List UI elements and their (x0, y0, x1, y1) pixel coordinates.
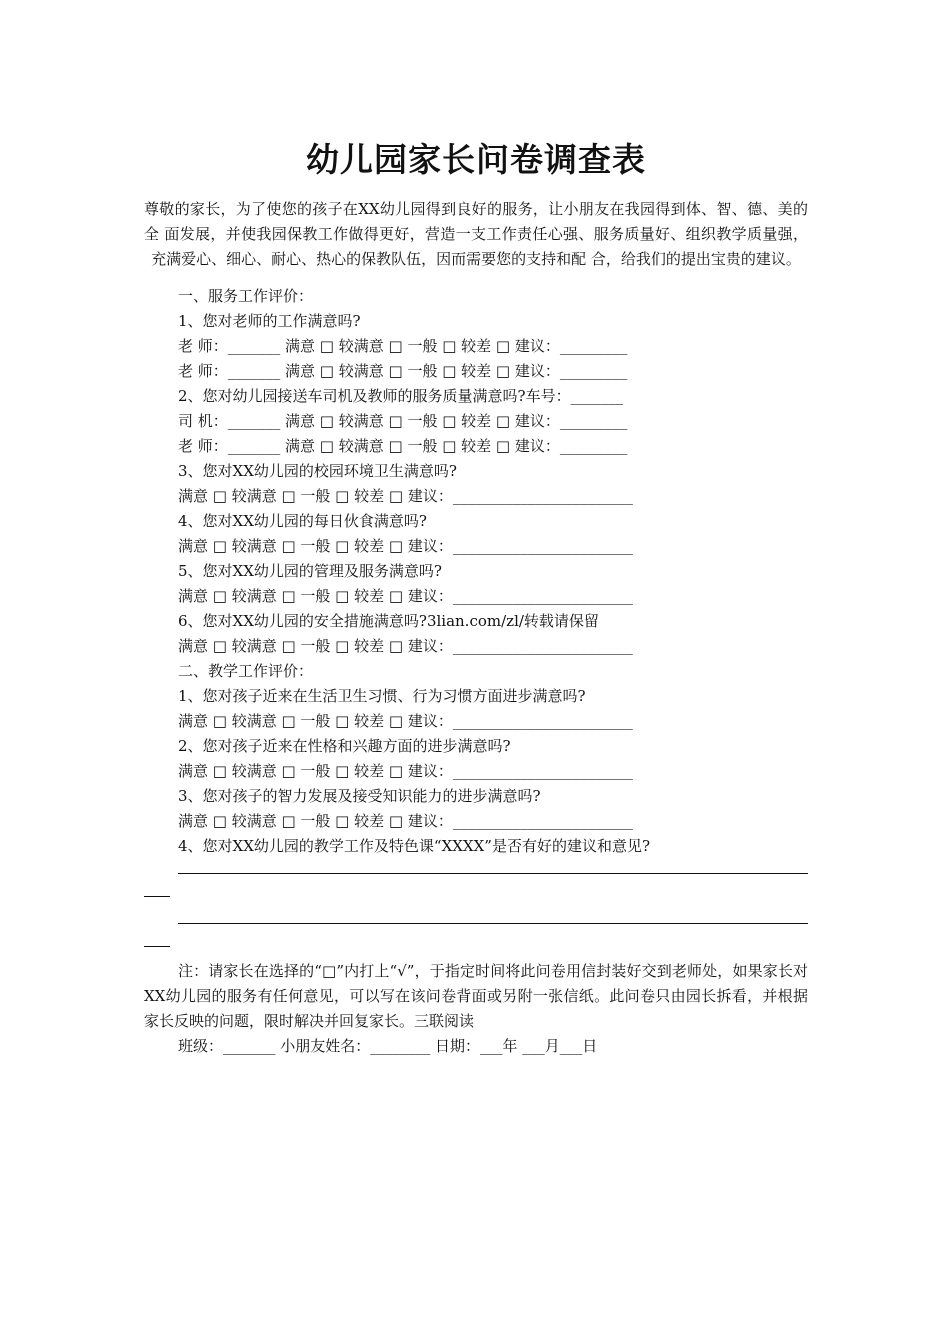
rating-row: 满意 □ 较满意 □ 一般 □ 较差 □ 建议：________________________ (178, 762, 633, 780)
question-text: 2、您对孩子近来在性格和兴趣方面的进步满意吗? (178, 737, 511, 755)
question-text: 4、您对XX幼儿园的教学工作及特色课“XXXX”是否有好的建议和意见? (178, 837, 650, 855)
section-heading-teaching: 二、教学工作评价： (178, 662, 314, 680)
rating-row: 满意 □ 较满意 □ 一般 □ 较差 □ 建议：________________________ (178, 637, 633, 655)
rating-row: 满意 □ 较满意 □ 一般 □ 较差 □ 建议：________________________ (178, 537, 633, 555)
question-text: 6、您对XX幼儿园的安全措施满意吗?3lian.com/zl/转载请保留 (178, 612, 599, 630)
rating-row: 满意 □ 较满意 □ 一般 □ 较差 □ 建议：________________________ (178, 487, 633, 505)
rating-row: 满意 □ 较满意 □ 一般 □ 较差 □ 建议：________________________ (178, 712, 633, 730)
note-paragraph: 注：请家长在选择的“□”内打上“√”，于指定时间将此问卷用信封装好交到老师处，如果家长对XX幼儿园的服务有任何意见，可以写在该问卷背面或另附一张信纸。此问卷只由园长拆看，并根据家长反映的问题，限时解决并回复家长。三联阅读 (144, 962, 808, 1030)
answer-line-tail (144, 884, 808, 909)
rating-row: 满意 □ 较满意 □ 一般 □ 较差 □ 建议：________________________ (178, 587, 633, 605)
page-title: 幼儿园家长问卷调查表 (306, 140, 646, 179)
rating-row: 老 师：_______ 满意 □ 较满意 □ 一般 □ 较差 □ 建议：_________ (178, 362, 628, 380)
section-heading-service: 一、服务工作评价： (178, 287, 314, 305)
question-text: 1、您对老师的工作满意吗? (178, 312, 361, 330)
answer-line (144, 909, 808, 934)
question-text: 4、您对XX幼儿园的每日伙食满意吗? (178, 512, 427, 530)
answer-line (144, 859, 808, 884)
question-text: 2、您对幼儿园接送车司机及教师的服务质量满意吗?车号：_______ (178, 387, 624, 405)
question-text: 5、您对XX幼儿园的管理及服务满意吗? (178, 562, 442, 580)
rating-row: 老 师：_______ 满意 □ 较满意 □ 一般 □ 较差 □ 建议：_________ (178, 337, 628, 355)
footer-fields: 班级：_______ 小朋友姓名：________ 日期：___年 ___月___日 (178, 1037, 598, 1055)
rating-row: 满意 □ 较满意 □ 一般 □ 较差 □ 建议：________________________ (178, 812, 633, 830)
rating-row: 老 师：_______ 满意 □ 较满意 □ 一般 □ 较差 □ 建议：_________ (178, 437, 628, 455)
question-text: 3、您对孩子的智力发展及接受知识能力的进步满意吗? (178, 787, 541, 805)
intro-paragraph: 尊敬的家长，为了使您的孩子在XX幼儿园得到良好的服务，让小朋友在我园得到体、智、德、美的全 面发展，并使我园保教工作做得更好，营造一支工作责任心强、服务质量好、组织教学质量强，充满爱心、细心、耐心、热心的保教队伍，因而需要您的支持和配 合，给我们的提出宝贵的建议。 (144, 200, 808, 268)
question-text: 3、您对XX幼儿园的校园环境卫生满意吗? (178, 462, 457, 480)
document-page (144, 130, 808, 1059)
question-text: 1、您对孩子近来在生活卫生习惯、行为习惯方面进步满意吗? (178, 687, 586, 705)
rating-row: 司 机：_______ 满意 □ 较满意 □ 一般 □ 较差 □ 建议：_________ (178, 412, 628, 430)
answer-line-tail (144, 934, 808, 959)
